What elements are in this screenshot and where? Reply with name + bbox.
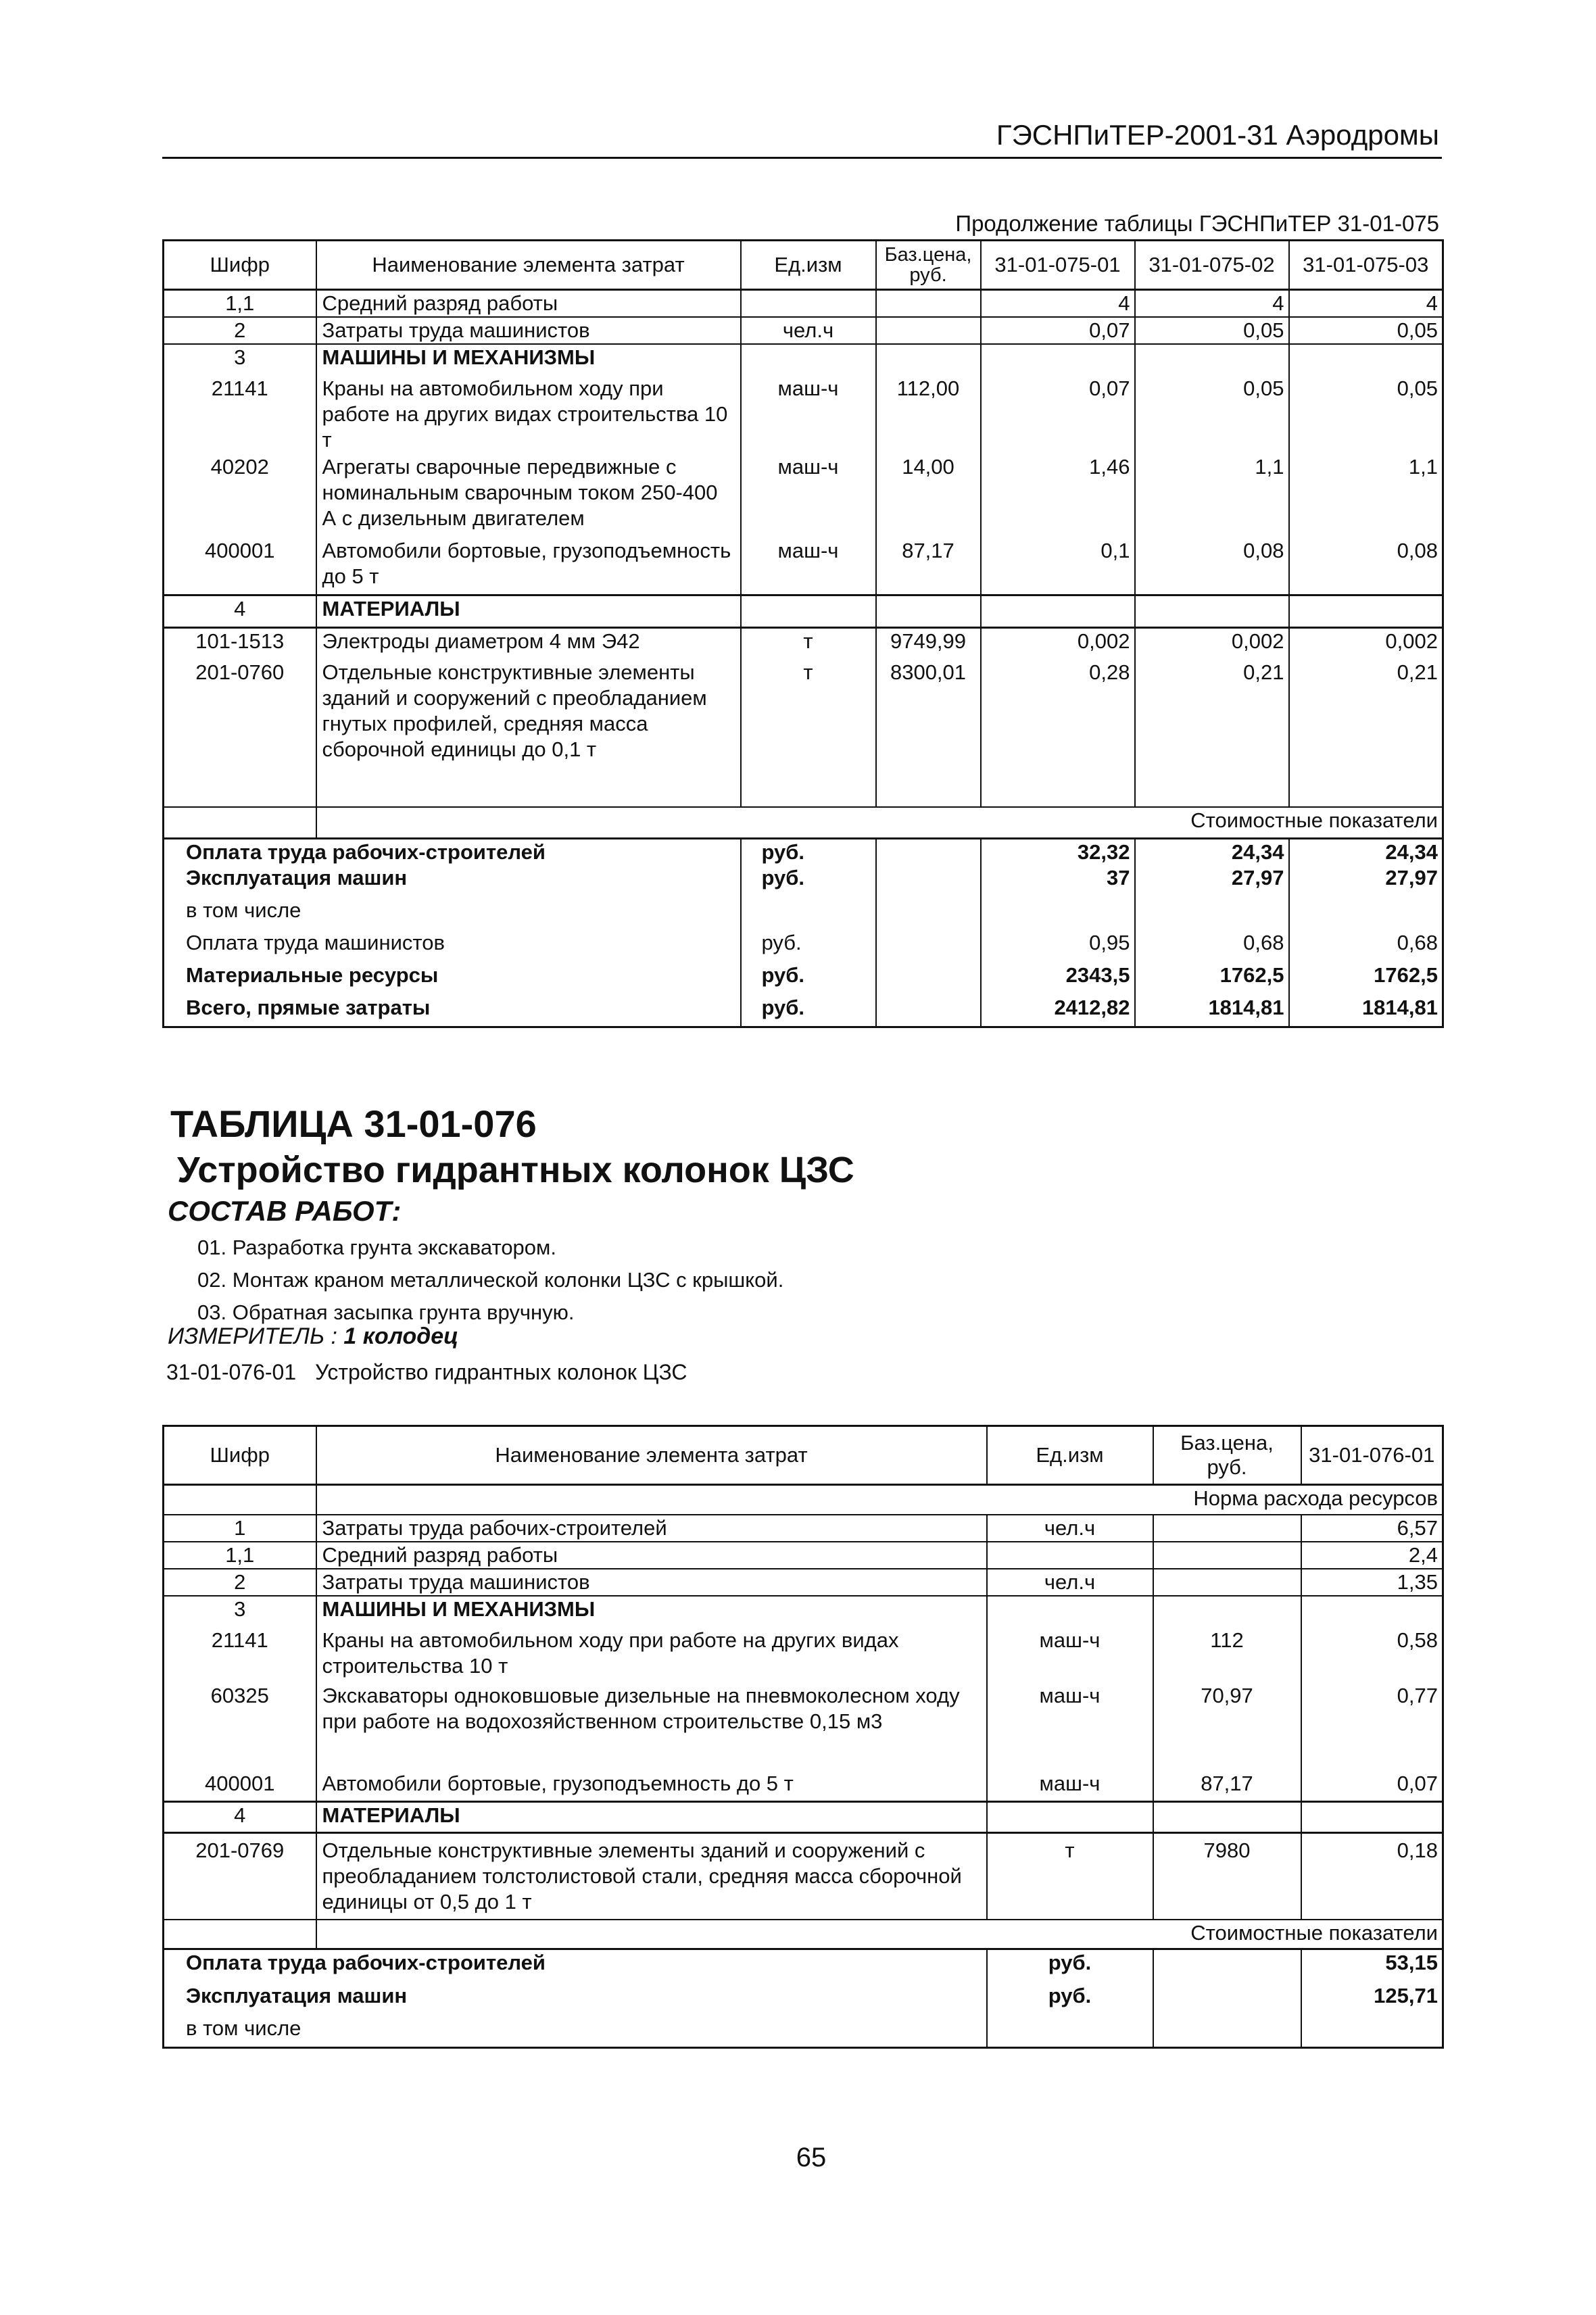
cost-unit: руб.	[987, 1983, 1153, 2016]
cost-row	[164, 930, 1443, 962]
cell-code: 1,1	[164, 290, 316, 318]
cost-header: Стоимостные показатели	[316, 1920, 1443, 1949]
cell-v1: 0,18	[1301, 1833, 1443, 1920]
cell-code: 40202	[164, 454, 316, 538]
cost-name: Материальные ресурсы	[164, 962, 741, 995]
cell-v3: 0,08	[1397, 539, 1438, 562]
table-row	[164, 627, 1443, 660]
cell-name: МАТЕРИАЛЫ	[316, 1802, 987, 1833]
cost-name: Оплата труда рабочих-строителей	[164, 838, 741, 865]
cost-v1: 2412,82	[981, 995, 1135, 1027]
cost-unit: руб.	[741, 930, 876, 962]
column-header-v1: 31-01-075-01	[981, 241, 1135, 290]
cell-v2: 1,1	[1135, 454, 1289, 538]
table-title: ТАБЛИЦА 31-01-076	[170, 1102, 537, 1145]
cell-code: 3	[164, 1596, 316, 1622]
cell-v1: 0,28	[981, 660, 1135, 807]
table-row	[164, 1683, 1443, 1771]
cost-v3: 24,34	[1289, 838, 1443, 865]
cost-v1: 32,32	[981, 838, 1135, 865]
cell-name: Автомобили бортовые, грузоподъемность до 5 т	[316, 538, 741, 595]
cell-unit: чел.ч	[987, 1569, 1153, 1596]
table-header-row	[164, 241, 1443, 290]
table-row	[164, 290, 1443, 318]
cost-unit: руб.	[741, 865, 876, 898]
cell-unit: т	[741, 627, 876, 660]
cell-price: 112,00	[876, 370, 981, 454]
cost-name: в том числе	[164, 898, 741, 930]
cost-v3: 1814,81	[1361, 995, 1438, 1019]
cost-table-31-01-075	[162, 239, 1444, 1028]
table-row	[164, 538, 1443, 595]
cost-v1: 0,95	[981, 930, 1135, 962]
table-row	[164, 1771, 1443, 1802]
cost-row	[164, 962, 1443, 995]
table-row	[164, 1833, 1443, 1920]
table-continuation-caption: Продолжение таблицы ГЭСНПиТЕР 31-01-075	[955, 211, 1439, 236]
cell-name: МАШИНЫ И МЕХАНИЗМЫ	[316, 344, 741, 370]
table-row	[164, 454, 1443, 538]
column-header-v2: 31-01-075-02	[1135, 241, 1289, 290]
table-row	[164, 317, 1443, 344]
cell-v3: 0,05	[1289, 317, 1443, 344]
cost-v1: 53,15	[1301, 1949, 1443, 1983]
cell-unit: маш-ч	[741, 370, 876, 454]
cell-v2: 0,05	[1135, 317, 1289, 344]
cell-v1: 0,07	[981, 370, 1135, 454]
cell-v2: 0,21	[1135, 660, 1289, 807]
cost-v2: 27,97	[1135, 865, 1289, 898]
cell-code: 400001	[164, 1771, 316, 1802]
cell-code: 1,1	[164, 1542, 316, 1569]
cell-price: 7980	[1153, 1833, 1301, 1920]
table-row	[164, 370, 1443, 454]
column-header-v1: 31-01-076-01	[1301, 1426, 1443, 1485]
table-row	[164, 595, 1443, 627]
table-subtitle: Устройство гидрантных колонок ЦЗС	[177, 1150, 854, 1190]
cell-v2: 0,002	[1135, 627, 1289, 660]
cell-price: 9749,99	[876, 627, 981, 660]
cell-v1: 0,002	[981, 627, 1135, 660]
cell-name: Автомобили бортовые, грузоподъемность до 5 т	[316, 1771, 987, 1802]
cell-unit: маш-ч	[987, 1683, 1153, 1771]
cell-name: Электроды диаметром 4 мм Э42	[316, 627, 741, 660]
cost-row	[164, 838, 1443, 865]
cell-code: 201-0760	[164, 660, 316, 807]
cell-name: Агрегаты сварочные передвижные с номинальным сварочным током 250-400 А с дизельным двигателем	[316, 454, 741, 538]
cost-name: в том числе	[164, 2016, 987, 2048]
cell-name: Экскаваторы одноковшовые дизельные на пневмоколесном ходу при работе на водохозяйственном строительстве 0,15 м3	[316, 1683, 987, 1771]
cell-code: 201-0769	[164, 1833, 316, 1920]
cell-code: 1	[164, 1515, 316, 1542]
meter-value: 1 колодец	[343, 1323, 459, 1349]
cell-price	[1153, 1515, 1301, 1542]
norm-header-row	[164, 1485, 1443, 1515]
cell-name: МАШИНЫ И МЕХАНИЗМЫ	[316, 1596, 987, 1622]
cost-name: Эксплуатация машин	[164, 1983, 987, 2016]
cell-v1: 0,07	[1397, 1771, 1438, 1795]
cell-price: 87,17	[1153, 1771, 1301, 1802]
column-header-unit: Ед.изм	[741, 241, 876, 290]
cost-v2: 1762,5	[1135, 962, 1289, 995]
cell-code: 2	[164, 317, 316, 344]
cell-price: 8300,01	[876, 660, 981, 807]
cell-unit	[987, 1542, 1153, 1569]
meter-label: ИЗМЕРИТЕЛЬ :	[168, 1323, 344, 1349]
cell-unit: маш-ч	[741, 454, 876, 538]
column-header-name: Наименование элемента затрат	[316, 1426, 987, 1485]
cell-unit: маш-ч	[987, 1622, 1153, 1683]
cost-v1: 2343,5	[981, 962, 1135, 995]
cell-code: 60325	[164, 1683, 316, 1771]
cell-name: Средний разряд работы	[316, 1542, 987, 1569]
table-row	[164, 344, 1443, 370]
column-header-price: Баз.цена, руб.	[876, 241, 981, 290]
cost-table-31-01-076	[162, 1425, 1444, 2049]
cell-name: Средний разряд работы	[316, 290, 741, 318]
cell-v1: 0,07	[981, 317, 1135, 344]
cell-price	[876, 317, 981, 344]
table-row	[164, 1569, 1443, 1596]
cell-price	[1153, 1569, 1301, 1596]
cost-v2: 24,34	[1135, 838, 1289, 865]
cell-name: Краны на автомобильном ходу при работе на других видах строительства 10 т	[316, 370, 741, 454]
cost-v3: 27,97	[1385, 865, 1438, 890]
table-row	[164, 1622, 1443, 1683]
work-step: 02. Монтаж краном металлической колонки ЦЗС с крышкой.	[197, 1268, 784, 1292]
cell-v1: 0,1	[981, 538, 1135, 595]
cost-name: Всего, прямые затраты	[164, 995, 741, 1027]
column-header-code: Шифр	[164, 241, 316, 290]
cost-v3: 0,68	[1397, 930, 1438, 954]
cell-code: 3	[164, 344, 316, 370]
cell-unit: чел.ч	[741, 317, 876, 344]
cell-unit: т	[741, 660, 876, 807]
work-step: 01. Разработка грунта экскаватором.	[197, 1236, 556, 1259]
cell-name: Затраты труда машинистов	[316, 1569, 987, 1596]
cost-row	[164, 898, 1443, 930]
column-header-unit: Ед.изм	[987, 1426, 1153, 1485]
cell-code: 101-1513	[164, 627, 316, 660]
work-step: 03. Обратная засыпка грунта вручную.	[197, 1300, 575, 1324]
cell-v3: 0,21	[1289, 660, 1443, 807]
cell-v3: 1,1	[1408, 455, 1438, 479]
cell-v1: 2,4	[1301, 1542, 1443, 1569]
cost-header: Стоимостные показатели	[316, 807, 1443, 838]
norm-code: 31-01-076-01	[166, 1360, 297, 1384]
table-row	[164, 1802, 1443, 1833]
column-header-code: Шифр	[164, 1426, 316, 1485]
cell-v3: 0,002	[1289, 627, 1443, 660]
cell-price	[1153, 1542, 1301, 1569]
table-header-row	[164, 1426, 1443, 1485]
cell-v1: 0,58	[1397, 1628, 1438, 1652]
cell-v1: 1,35	[1301, 1569, 1443, 1596]
cost-v1: 37	[981, 865, 1135, 898]
cost-name: Эксплуатация машин	[164, 865, 741, 898]
cell-code: 21141	[164, 370, 316, 454]
cell-code: 2	[164, 1569, 316, 1596]
norm-code-line	[166, 1360, 687, 1385]
cost-unit: руб.	[741, 962, 876, 995]
cell-code: 4	[164, 1802, 316, 1833]
cost-header-row	[164, 1920, 1443, 1949]
cell-unit: маш-ч	[987, 1771, 1153, 1802]
cell-unit: чел.ч	[987, 1515, 1153, 1542]
cost-row	[164, 1949, 1443, 1983]
cell-v2: 4	[1135, 290, 1289, 318]
cell-v3: 0,05	[1397, 376, 1438, 400]
column-header-price: Баз.цена, руб.	[1153, 1426, 1301, 1485]
cell-v2: 0,05	[1135, 370, 1289, 454]
meter-line	[168, 1323, 458, 1350]
cost-v1: 125,71	[1374, 1983, 1438, 2007]
table-row	[164, 1596, 1443, 1622]
cost-row	[164, 995, 1443, 1027]
cell-name: МАТЕРИАЛЫ	[316, 595, 741, 627]
cost-v2: 0,68	[1135, 930, 1289, 962]
cost-unit: руб.	[741, 838, 876, 865]
cell-name: Отдельные конструктивные элементы зданий и сооружений с преобладанием гнутых профилей, средняя масса сборочной единицы до 0,1 т	[316, 660, 741, 807]
cell-v3: 4	[1289, 290, 1443, 318]
cell-v2: 0,08	[1135, 538, 1289, 595]
cell-code: 21141	[164, 1622, 316, 1683]
norm-code-description: Устройство гидрантных колонок ЦЗС	[315, 1360, 687, 1384]
cell-unit: т	[987, 1833, 1153, 1920]
cell-v1: 0,77	[1397, 1683, 1438, 1707]
cell-v1: 6,57	[1301, 1515, 1443, 1542]
cell-price: 112	[1153, 1622, 1301, 1683]
norm-header: Норма расхода ресурсов	[316, 1485, 1443, 1515]
cell-name: Затраты труда машинистов	[316, 317, 741, 344]
cell-name: Затраты труда рабочих-строителей	[316, 1515, 987, 1542]
cost-header-row	[164, 807, 1443, 838]
table-row	[164, 660, 1443, 807]
cell-price	[876, 290, 981, 318]
column-header-name: Наименование элемента затрат	[316, 241, 741, 290]
running-header: ГЭСНПиТЕР-2001-31 Аэродромы	[996, 119, 1439, 151]
column-header-v3: 31-01-075-03	[1289, 241, 1443, 290]
cost-name: Оплата труда рабочих-строителей	[164, 1949, 987, 1983]
cost-row	[164, 2016, 1443, 2048]
cell-v1: 1,46	[981, 454, 1135, 538]
page-number: 65	[796, 2143, 827, 2172]
cell-name: Краны на автомобильном ходу при работе на других видах строительства 10 т	[316, 1622, 987, 1683]
cost-v3: 1762,5	[1374, 962, 1438, 987]
table-row	[164, 1542, 1443, 1569]
cell-price: 87,17	[876, 538, 981, 595]
table-row	[164, 1515, 1443, 1542]
cell-price: 14,00	[876, 454, 981, 538]
cost-row	[164, 1983, 1443, 2016]
cost-name: Оплата труда машинистов	[164, 930, 741, 962]
cost-row	[164, 865, 1443, 898]
cost-unit: руб.	[741, 995, 876, 1027]
cell-name: Отдельные конструктивные элементы зданий и сооружений с преобладанием толстолистовой стали, средняя масса сборочной единицы от 0,5 до 1 т	[316, 1833, 987, 1920]
header-rule	[162, 157, 1442, 159]
cell-unit	[741, 290, 876, 318]
cell-code: 4	[164, 595, 316, 627]
cell-v1: 4	[981, 290, 1135, 318]
composition-label: СОСТАВ РАБОТ:	[168, 1195, 402, 1227]
cost-v2: 1814,81	[1135, 995, 1289, 1027]
cost-unit: руб.	[987, 1949, 1153, 1983]
cell-code: 400001	[164, 538, 316, 595]
cell-unit: маш-ч	[741, 538, 876, 595]
cell-price: 70,97	[1153, 1683, 1301, 1771]
